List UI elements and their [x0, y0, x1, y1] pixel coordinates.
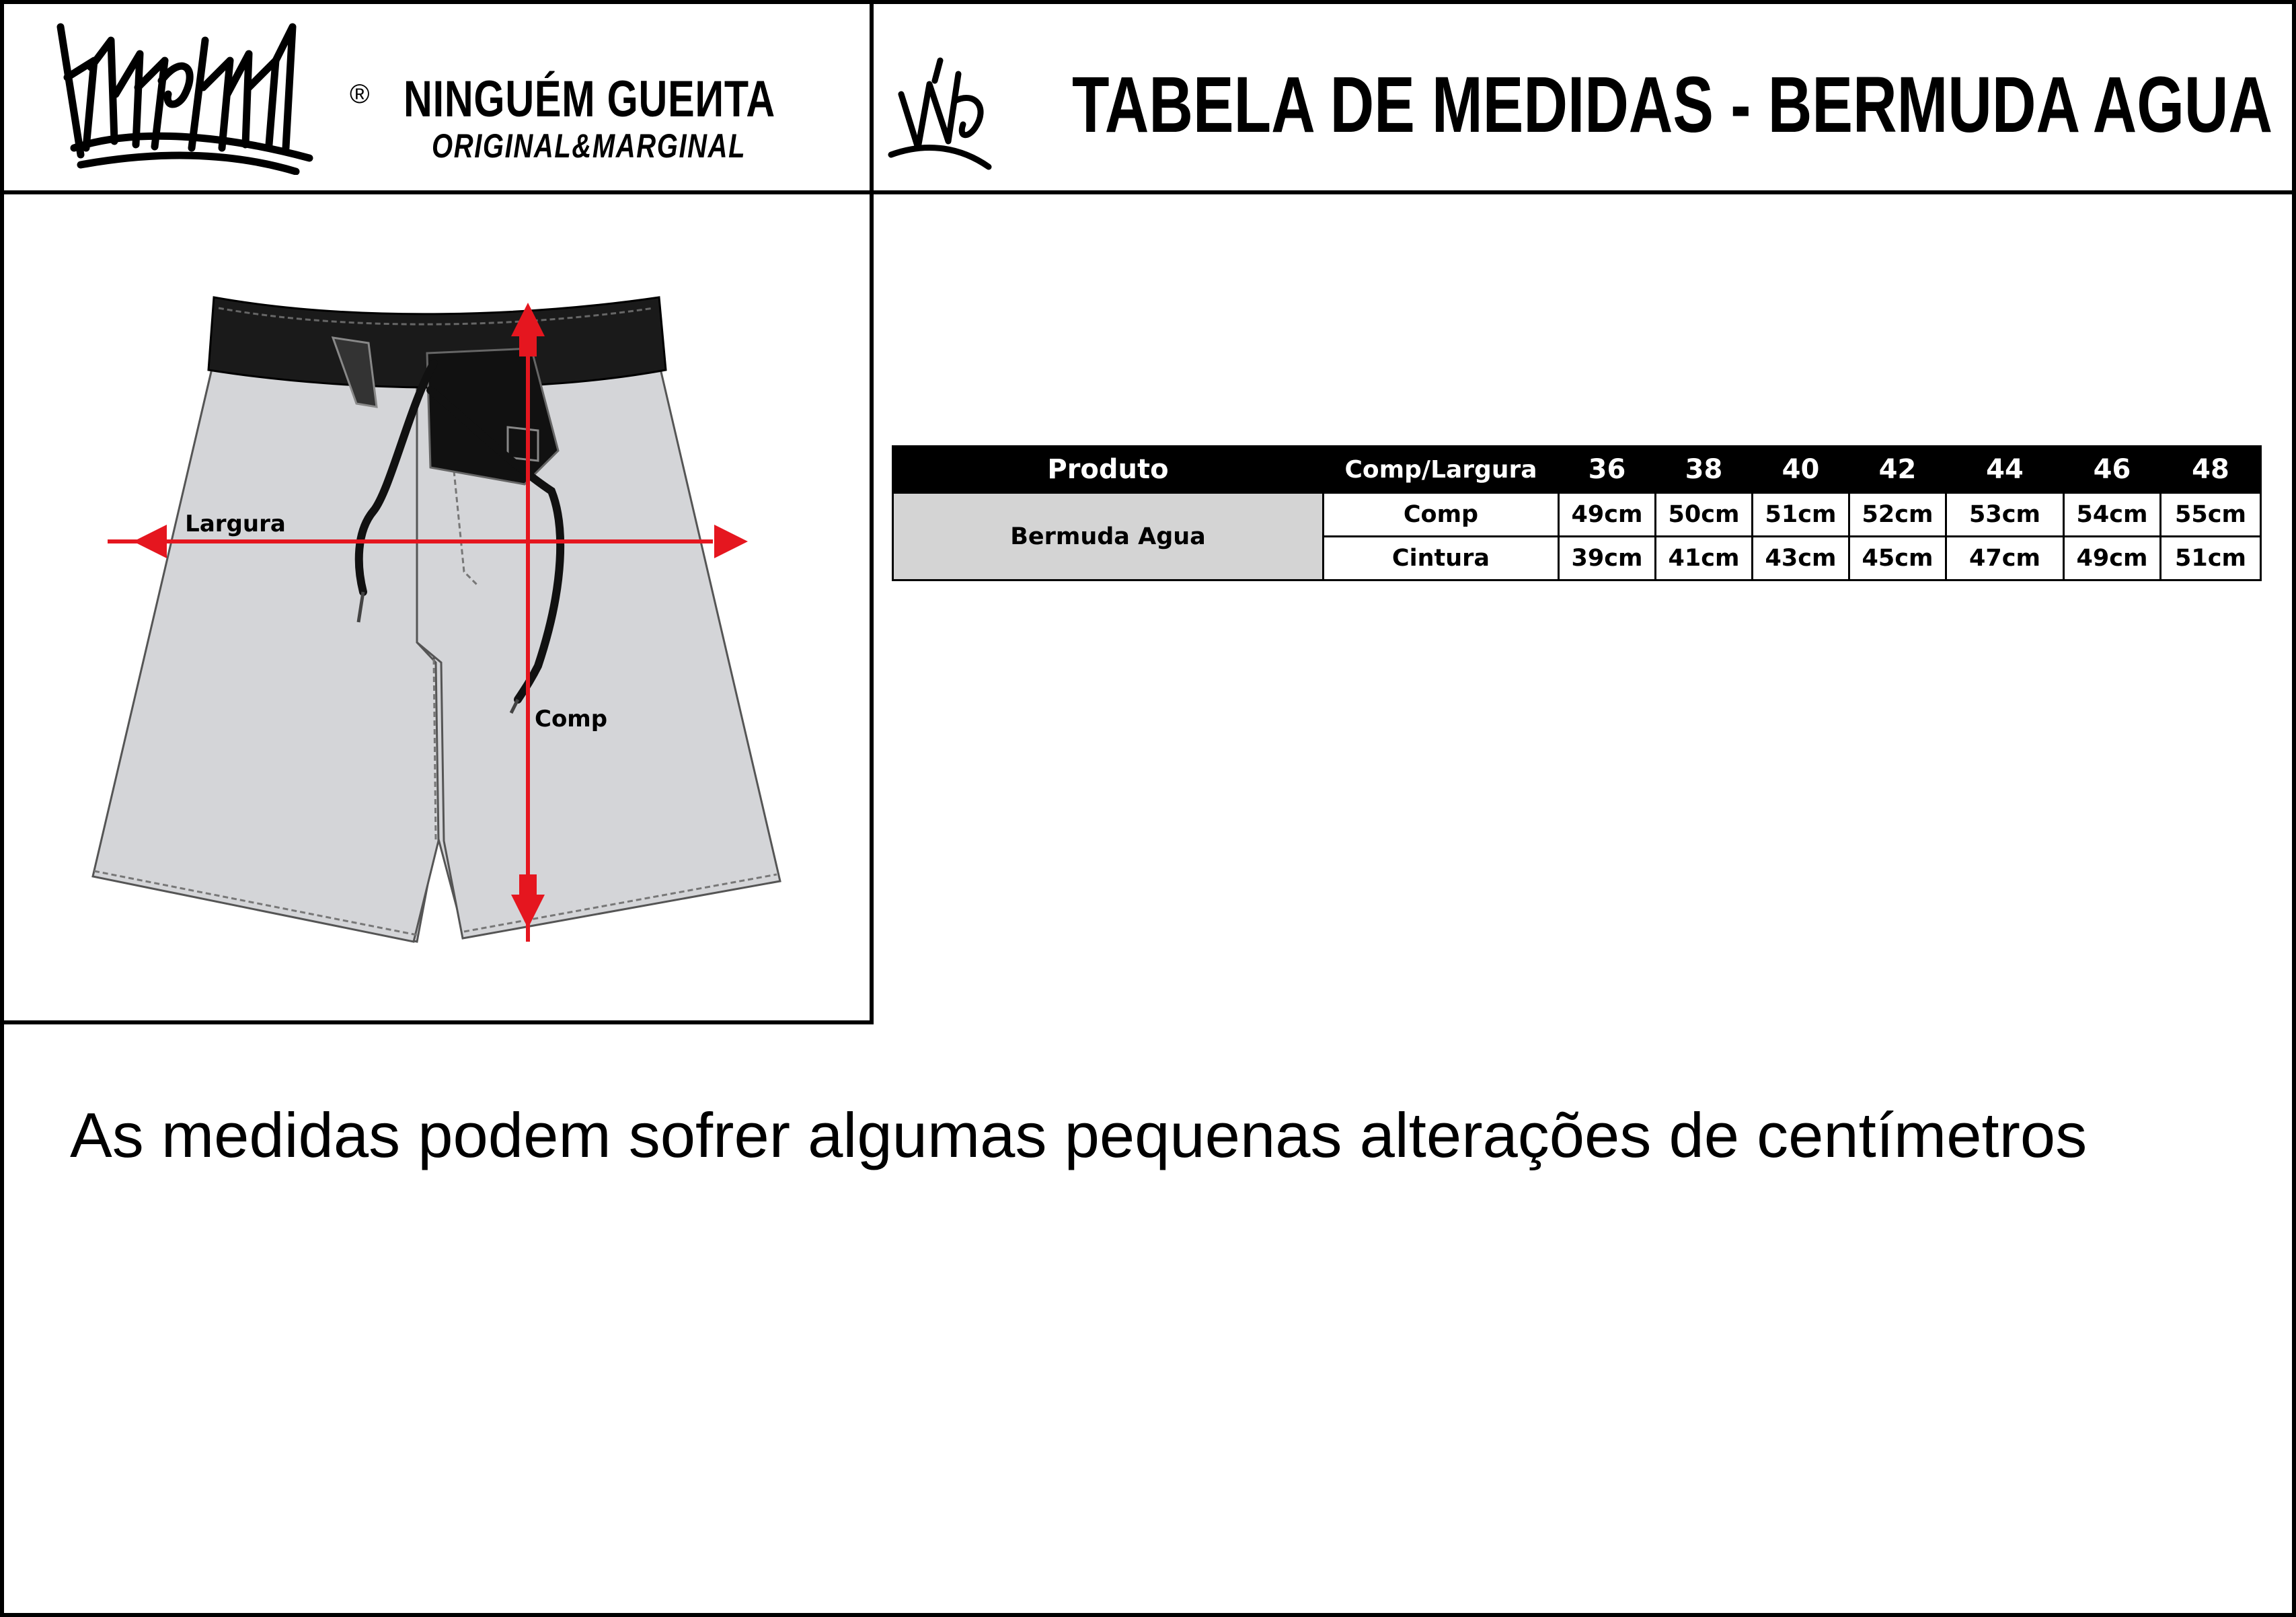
- table-cell: 50cm: [1656, 493, 1753, 537]
- brand-monogram-icon: [888, 54, 995, 172]
- width-label: Largura: [185, 511, 286, 537]
- header-size: 48: [2161, 447, 2261, 493]
- table-cell: 47cm: [1946, 537, 2064, 580]
- header-size: 44: [1946, 447, 2064, 493]
- table-row: [893, 493, 2261, 537]
- table-cell: 55cm: [2161, 493, 2261, 537]
- width-arrow-right-head: [714, 525, 748, 558]
- table-cell: 53cm: [1946, 493, 2064, 537]
- image-box-bottom-border: [0, 1020, 874, 1024]
- table-cell: 39cm: [1559, 537, 1656, 580]
- bermuda-shorts-illustration: [67, 269, 820, 969]
- header-size: 36: [1559, 447, 1656, 493]
- page-title: TABELA DE MEDIDAS - BERMUDA AGUA: [1072, 61, 2273, 149]
- header-divider: [0, 190, 2296, 194]
- header-measure: Comp/Largura: [1324, 447, 1559, 493]
- product-name: Bermuda Agua: [893, 493, 1324, 580]
- measurement-disclaimer: As medidas podem sofrer algumas pequenas alterações de centímetros: [70, 1100, 2088, 1170]
- header-size: 38: [1656, 447, 1753, 493]
- width-arrow-left-head: [133, 525, 167, 558]
- brand-graffiti-logo-icon: [54, 13, 323, 175]
- header-column-divider: [870, 0, 874, 1024]
- table-cell: 45cm: [1849, 537, 1946, 580]
- table-cell: 52cm: [1849, 493, 1946, 537]
- table-cell: 41cm: [1656, 537, 1753, 580]
- header-product: Produto: [893, 447, 1324, 493]
- row-measure: Cintura: [1324, 537, 1559, 580]
- header-size: 46: [2064, 447, 2161, 493]
- registered-mark: ®: [350, 79, 370, 109]
- size-table: [892, 445, 2262, 581]
- row-measure: Comp: [1324, 493, 1559, 537]
- brand-name: NINGUÉM GUEИTA: [404, 71, 776, 128]
- shorts-left-leg: [93, 363, 438, 942]
- length-label: Comp: [535, 706, 608, 732]
- size-table-header-row: [893, 447, 2261, 493]
- table-cell: 49cm: [1559, 493, 1656, 537]
- table-cell: 51cm: [1753, 493, 1849, 537]
- header-size: 42: [1849, 447, 1946, 493]
- table-cell: 49cm: [2064, 537, 2161, 580]
- header-size: 40: [1753, 447, 1849, 493]
- table-cell: 51cm: [2161, 537, 2261, 580]
- table-cell: 43cm: [1753, 537, 1849, 580]
- brand-tagline: ORIGINAL&MARGINAL: [432, 127, 747, 165]
- table-cell: 54cm: [2064, 493, 2161, 537]
